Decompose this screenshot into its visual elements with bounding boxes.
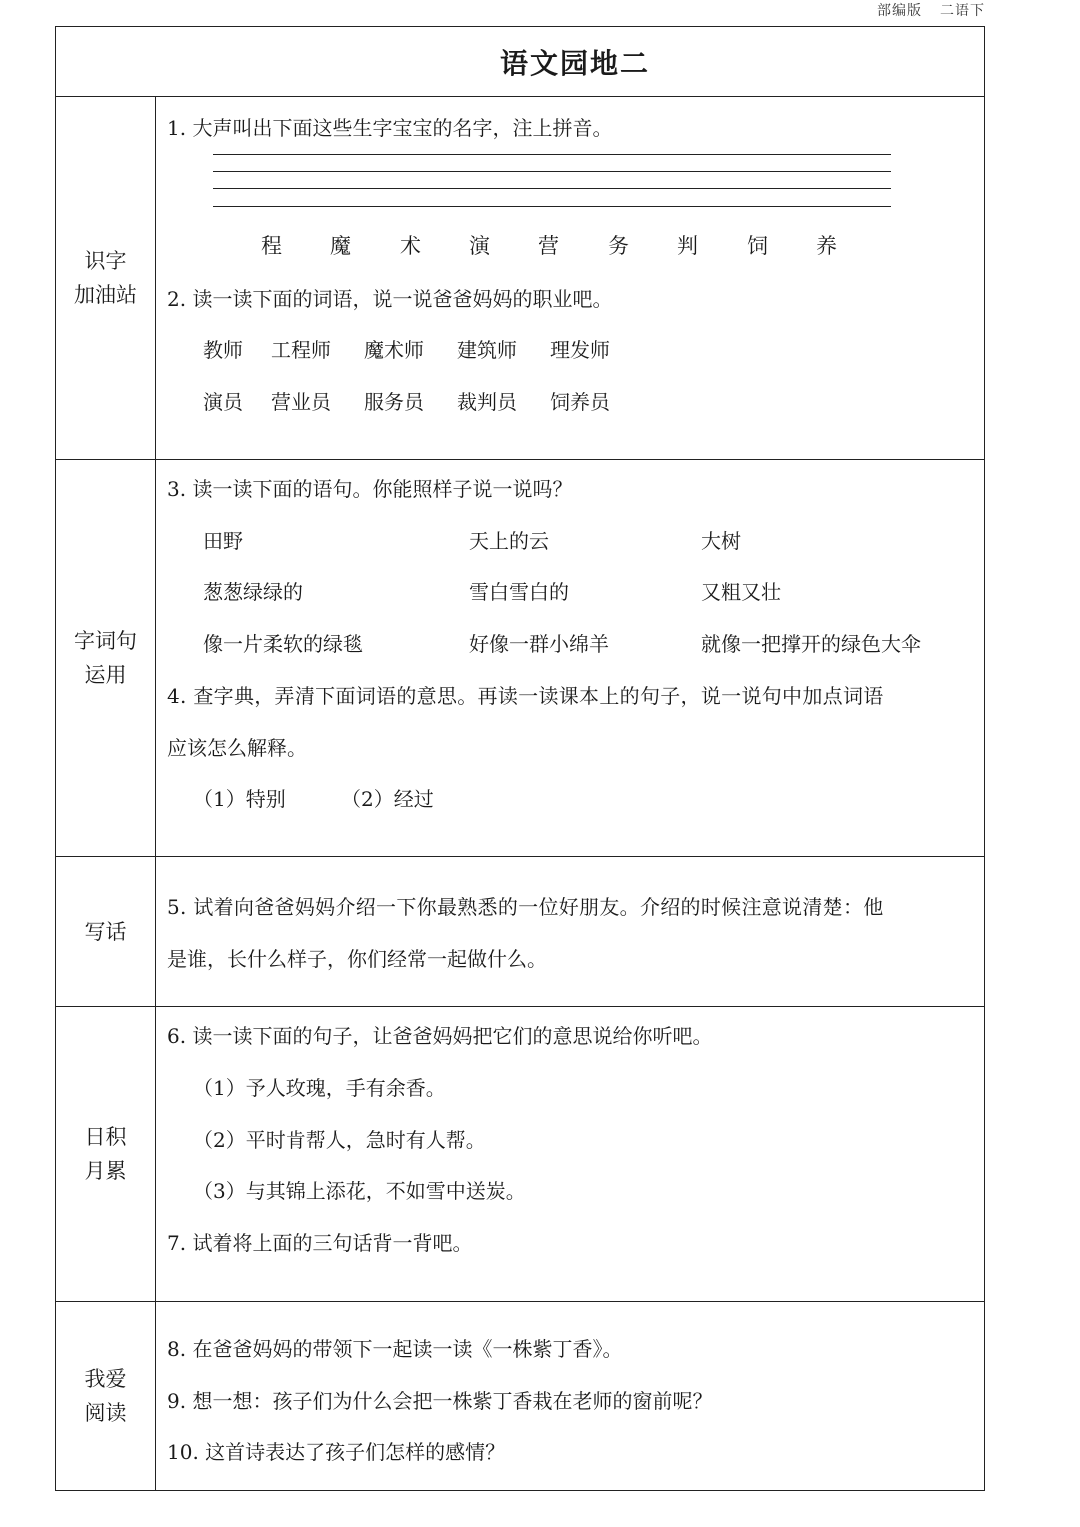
label-line: 我爱 [84,1367,127,1391]
question-4-cont: 应该怎么解释。 [167,736,307,760]
char-item: 营 [538,234,559,258]
label-line: 阅读 [84,1401,127,1425]
section-label-accumulation [56,1007,156,1301]
job-word: 饲养员 [550,390,610,414]
job-word: 魔术师 [364,338,424,362]
question-5-cont: 是谁，长什么样子，你们经常一起做什么。 [167,947,547,971]
job-word: 建筑师 [457,338,517,362]
proverb-2: （2）平时肯帮人，急时有人帮。 [193,1128,486,1152]
section-words [56,460,984,857]
sentence-part: 像一片柔软的绿毯 [203,632,363,656]
job-word: 教师 [203,338,243,362]
section-content-words [155,460,984,856]
label-line: 加油站 [74,283,137,307]
title-row [56,27,984,97]
section-writing [56,857,984,1007]
sentence-part: 天上的云 [469,529,549,553]
label-line: 识字 [84,249,127,273]
char-item: 程 [261,234,282,258]
job-word: 工程师 [271,338,331,362]
sentence-part: 大树 [701,529,741,553]
section-literacy [56,97,984,460]
sentence-part: 就像一把撑开的绿色大伞 [701,632,921,656]
char-item: 术 [400,234,421,258]
char-item: 养 [816,234,837,258]
proverb-3: （3）与其锦上添花，不如雪中送炭。 [193,1179,526,1203]
question-2: 2. 读一读下面的词语，说一说爸爸妈妈的职业吧。 [167,287,613,311]
section-label-reading [56,1302,156,1490]
job-word: 裁判员 [457,390,517,414]
question-1: 1. 大声叫出下面这些生字宝宝的名字，注上拼音。 [167,116,613,140]
section-reading [56,1302,984,1490]
sentence-part: 田野 [203,529,243,553]
section-content-literacy [155,97,984,459]
job-word: 服务员 [364,390,424,414]
section-content-reading [155,1302,984,1490]
job-word: 理发师 [550,338,610,362]
job-word: 营业员 [271,390,331,414]
label-line: 写话 [84,919,127,944]
page-title: 语文园地二 [499,47,650,80]
question-5: 5. 试着向爸爸妈妈介绍一下你最熟悉的一位好朋友。介绍的时候注意说清楚：他 [167,895,884,919]
sentence-part: 好像一群小绵羊 [469,632,609,656]
proverb-1: （1）予人玫瑰，手有余香。 [193,1076,446,1100]
label-line: 字词句 [74,629,137,653]
sentence-part: 又粗又壮 [701,580,781,604]
question-9: 9. 想一想：孩子们为什么会把一株紫丁香栽在老师的窗前呢？ [167,1389,713,1413]
worksheet-table [55,26,985,1491]
char-item: 判 [677,234,698,258]
q4-item: （1）特别 [193,787,286,811]
question-3: 3. 读一读下面的语句。你能照样子说一说吗？ [167,477,573,501]
section-accumulation [56,1007,984,1302]
job-word: 演员 [203,390,243,414]
char-item: 务 [608,234,629,258]
question-7: 7. 试着将上面的三句话背一背吧。 [167,1231,473,1255]
edition-tag [877,0,985,20]
sentence-part: 雪白雪白的 [469,580,569,604]
question-8: 8. 在爸爸妈妈的带领下一起读一读《一株紫丁香》。 [167,1337,623,1361]
section-label-writing [56,857,156,1006]
char-item: 饲 [747,234,768,258]
sentence-part: 葱葱绿绿的 [203,580,303,604]
section-label-literacy [56,97,156,459]
question-6: 6. 读一读下面的句子，让爸爸妈妈把它们的意思说给你听吧。 [167,1024,713,1048]
question-4: 4. 查字典，弄清下面词语的意思。再读一读课本上的句子，说一说句中加点词语 [167,684,884,708]
q4-item: （2）经过 [341,787,434,811]
question-10: 10. 这首诗表达了孩子们怎样的感情？ [167,1440,506,1464]
label-line: 月累 [84,1159,127,1183]
section-label-words [56,460,156,856]
label-line: 运用 [84,663,127,687]
section-content-accumulation [155,1007,984,1301]
label-line: 日积 [84,1125,127,1149]
char-item: 演 [469,234,490,258]
section-content-writing [155,857,984,1006]
grade-label: 二语下 [940,3,985,19]
edition-label: 部编版 [877,3,922,19]
char-item: 魔 [330,234,351,258]
